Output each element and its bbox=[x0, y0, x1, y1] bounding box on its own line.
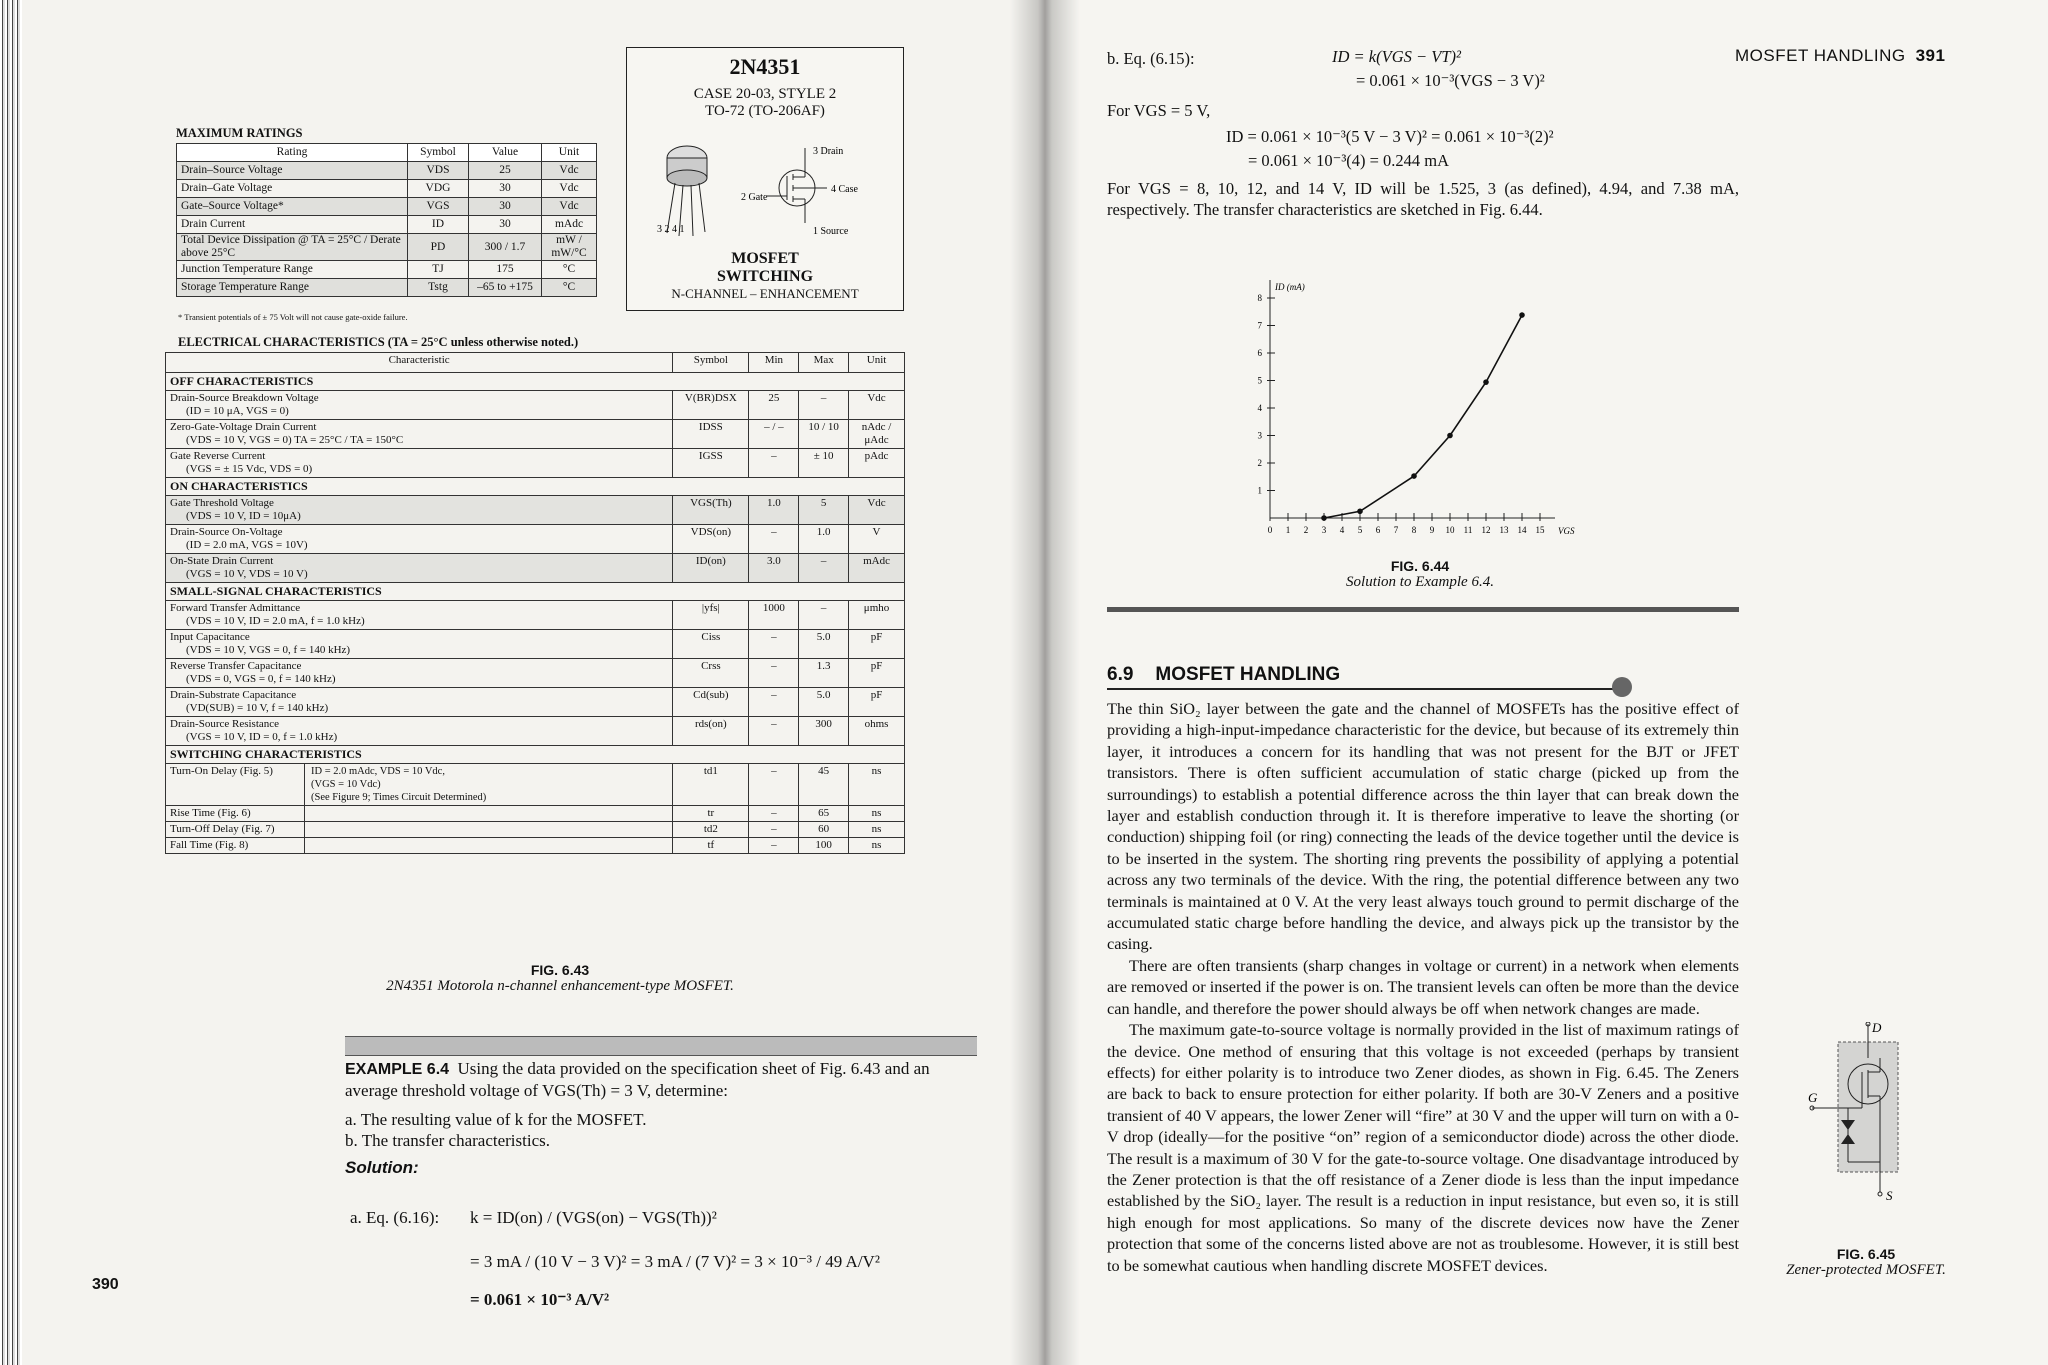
table-row bbox=[166, 659, 905, 688]
table-cell: 3.0 bbox=[749, 554, 799, 583]
pin-gate-label: 2 Gate bbox=[741, 192, 768, 203]
characteristic-name: Rise Time (Fig. 6) bbox=[166, 806, 305, 821]
table-cell: rds(on) bbox=[673, 717, 749, 746]
test-condition: (VDS = 10 V, ID = 2.0 mA, f = 1.0 kHz) bbox=[186, 615, 365, 627]
x-tick-label: 12 bbox=[1481, 525, 1491, 535]
condition-line: ID = 2.0 mAdc, VDS = 10 Vdc, bbox=[311, 766, 445, 777]
zener-protected-mosfet-diagram bbox=[1808, 1022, 1928, 1202]
eq-a-label: a. Eq. (6.16): bbox=[350, 1208, 440, 1227]
table-cell: 5 bbox=[799, 496, 849, 525]
table-cell: – bbox=[749, 659, 799, 688]
eq-b-line-3: ID = 0.061 × 10⁻³(5 V − 3 V)² = 0.061 × 10⁻³(2)² bbox=[1226, 127, 1554, 146]
table-cell: IGSS bbox=[673, 449, 749, 478]
table-cell: ns bbox=[849, 838, 905, 854]
characteristic-cell bbox=[166, 391, 673, 420]
table-cell: tf bbox=[673, 838, 749, 854]
example-item: b. The transfer characteristics. bbox=[345, 1131, 551, 1150]
y-tick-label: 4 bbox=[1257, 403, 1262, 413]
section-row bbox=[166, 373, 905, 391]
eq-b-label: b. Eq. (6.15): bbox=[1107, 49, 1195, 68]
table-cell: pF bbox=[849, 630, 905, 659]
table-row bbox=[177, 216, 597, 234]
table-cell: Junction Temperature Range bbox=[177, 261, 408, 279]
col-header: Symbol bbox=[673, 353, 749, 373]
body-paragraph: There are often transients (sharp changes in voltage or current) in a network when elements are removed or inserted if the power is on. The transient levels can often be more than the device can handle, and therefore the power should always be off when network changes are made. bbox=[1107, 955, 1739, 1018]
table-cell: 100 bbox=[799, 838, 849, 854]
table-cell: ns bbox=[849, 764, 905, 806]
test-condition: (VGS = 10 V, ID = 0, f = 1.0 kHz) bbox=[186, 731, 338, 743]
characteristic-cell bbox=[166, 659, 673, 688]
col-header: Max bbox=[799, 353, 849, 373]
y-tick-label: 5 bbox=[1257, 375, 1262, 386]
table-cell: Storage Temperature Range bbox=[177, 279, 408, 297]
table-cell: – bbox=[749, 717, 799, 746]
table-cell: VDS(on) bbox=[673, 525, 749, 554]
table-cell: Tstg bbox=[408, 279, 469, 297]
table-cell: 30 bbox=[469, 198, 542, 216]
table-row bbox=[177, 162, 597, 180]
spec-header-box bbox=[626, 47, 904, 311]
fig-6-44-caption bbox=[1300, 558, 1540, 591]
col-header: Unit bbox=[542, 144, 597, 162]
eq-b-line-4: = 0.061 × 10⁻³(4) = 0.244 mA bbox=[1248, 151, 1450, 170]
col-header: Unit bbox=[849, 353, 905, 373]
characteristic-name: Fall Time (Fig. 8) bbox=[166, 838, 305, 853]
electrical-characteristics-table bbox=[165, 352, 905, 854]
condition-line: (VGS = 10 Vdc) bbox=[311, 779, 381, 790]
fig-6-45-caption bbox=[1776, 1246, 1956, 1279]
eq-k-substitution: = 3 mA / (10 V − 3 V)² = 3 mA / (7 V)² = 3 × 10⁻³ / 49 A/V² bbox=[470, 1252, 880, 1271]
characteristic-cell bbox=[166, 601, 673, 630]
to72-package-icon bbox=[667, 146, 707, 236]
section-heading bbox=[1107, 664, 1362, 686]
pin-drain-label: 3 Drain bbox=[813, 146, 844, 157]
test-condition: (VDS = 10 V, ID = 10μA) bbox=[186, 510, 301, 522]
data-point bbox=[1519, 312, 1525, 318]
part-number: 2N4351 bbox=[729, 54, 801, 79]
figure-caption: 2N4351 Motorola n-channel enhancement-type MOSFET. bbox=[386, 978, 734, 994]
characteristic-name: Input Capacitance bbox=[170, 631, 250, 643]
table-cell: 10 / 10 bbox=[799, 420, 849, 449]
table-cell: 65 bbox=[799, 806, 849, 822]
table-cell: Drain Current bbox=[177, 216, 408, 234]
gate-label: G bbox=[1808, 1090, 1818, 1105]
table-row bbox=[177, 198, 597, 216]
table-cell: mW / mW/°C bbox=[542, 234, 597, 261]
test-condition bbox=[305, 764, 492, 805]
case-line-2: TO-72 (TO-206AF) bbox=[705, 103, 825, 119]
table-cell: °C bbox=[542, 261, 597, 279]
table-cell: ID(on) bbox=[673, 554, 749, 583]
table-cell: Drain–Source Voltage bbox=[177, 162, 408, 180]
source-terminal-icon bbox=[1878, 1192, 1882, 1196]
characteristic-name: Drain-Source On-Voltage bbox=[170, 526, 283, 538]
table-row bbox=[177, 234, 597, 261]
test-condition: (VGS = 10 V, VDS = 10 V) bbox=[186, 568, 308, 580]
characteristic-cell bbox=[166, 806, 673, 822]
table-cell: 5.0 bbox=[799, 688, 849, 717]
section-row bbox=[166, 583, 905, 601]
table-cell: 175 bbox=[469, 261, 542, 279]
table-row bbox=[166, 717, 905, 746]
table-cell: Drain–Gate Voltage bbox=[177, 180, 408, 198]
test-condition: (VDS = 10 V, VGS = 0) TA = 25°C / TA = 150°C bbox=[186, 434, 404, 446]
table-cell: ± 10 bbox=[799, 449, 849, 478]
section-row bbox=[166, 478, 905, 496]
device-subtitle: N-CHANNEL – ENHANCEMENT bbox=[671, 286, 859, 301]
table-cell: 5.0 bbox=[799, 630, 849, 659]
figure-number: FIG. 6.45 bbox=[1836, 1246, 1896, 1262]
header-title: MOSFET HANDLING bbox=[1735, 46, 1906, 65]
case-info bbox=[627, 86, 903, 120]
table-cell: td2 bbox=[673, 822, 749, 838]
table-row bbox=[177, 180, 597, 198]
table-cell: – bbox=[749, 688, 799, 717]
table-cell: V bbox=[849, 525, 905, 554]
section-title: MOSFET HANDLING bbox=[1155, 664, 1341, 685]
table-cell: 300 bbox=[799, 717, 849, 746]
section-title: SWITCHING CHARACTERISTICS bbox=[166, 746, 905, 764]
example-label: EXAMPLE 6.4 bbox=[345, 1061, 450, 1078]
table-cell: 1.0 bbox=[799, 525, 849, 554]
characteristic-cell bbox=[166, 420, 673, 449]
eq-k-result: = 0.061 × 10⁻³ A/V² bbox=[470, 1290, 610, 1309]
table-cell: pF bbox=[849, 659, 905, 688]
table-cell: – bbox=[749, 822, 799, 838]
y-tick-label: 2 bbox=[1257, 458, 1262, 468]
characteristic-cell bbox=[166, 630, 673, 659]
table-cell: 1000 bbox=[749, 601, 799, 630]
table-row bbox=[166, 554, 905, 583]
table-row bbox=[166, 449, 905, 478]
characteristic-cell bbox=[166, 525, 673, 554]
col-header: Rating bbox=[177, 144, 408, 162]
pin-case-label: 4 Case bbox=[831, 184, 858, 195]
x-tick-label: 15 bbox=[1535, 525, 1545, 535]
section-divider bbox=[1107, 607, 1739, 612]
table-cell: – bbox=[799, 391, 849, 420]
table-cell: – bbox=[749, 525, 799, 554]
table-cell: 25 bbox=[749, 391, 799, 420]
data-point bbox=[1357, 508, 1363, 514]
table-cell: °C bbox=[542, 279, 597, 297]
table-cell: mAdc bbox=[849, 554, 905, 583]
data-point bbox=[1483, 379, 1489, 385]
y-tick-label: 3 bbox=[1257, 430, 1262, 441]
table-cell: 1.0 bbox=[749, 496, 799, 525]
mosfet-symbol-icon bbox=[767, 148, 827, 223]
table-cell: Ciss bbox=[673, 630, 749, 659]
eq-b-paragraph: For VGS = 8, 10, 12, and 14 V, ID will be 1.525, 3 (as defined), 4.94, and 7.38 mA, respectively. The transfer characteristics are sketched in Fig. 6.44. bbox=[1107, 179, 1739, 219]
package-diagram bbox=[627, 128, 903, 248]
table-cell: Cd(sub) bbox=[673, 688, 749, 717]
table-cell: – bbox=[749, 806, 799, 822]
x-tick-label: 11 bbox=[1463, 525, 1473, 535]
table-cell: – bbox=[749, 630, 799, 659]
y-tick-label: 8 bbox=[1257, 293, 1262, 303]
x-tick-label: 7 bbox=[1393, 525, 1399, 535]
characteristic-cell bbox=[166, 688, 673, 717]
table-cell: –65 to +175 bbox=[469, 279, 542, 297]
table-row bbox=[166, 525, 905, 554]
transfer-characteristic-chart bbox=[1240, 268, 1580, 558]
x-tick-label: 6 bbox=[1375, 525, 1381, 535]
x-tick-label: 0 bbox=[1267, 525, 1273, 535]
table-row bbox=[166, 601, 905, 630]
x-tick-label: 10 bbox=[1445, 525, 1455, 535]
example-items bbox=[345, 1109, 977, 1151]
max-ratings-title: MAXIMUM RATINGS bbox=[176, 126, 303, 140]
data-point bbox=[1447, 433, 1453, 439]
table-cell: ns bbox=[849, 822, 905, 838]
characteristic-name: Drain-Substrate Capacitance bbox=[170, 689, 297, 701]
condition-line: (See Figure 9; Times Circuit Determined) bbox=[311, 792, 487, 803]
figure-number: FIG. 6.43 bbox=[530, 962, 590, 978]
eq-k-line: k = ID(on) / (VGS(on) − VGS(Th))² bbox=[470, 1208, 717, 1227]
table-cell: Vdc bbox=[542, 198, 597, 216]
figure-caption: Zener-protected MOSFET. bbox=[1786, 1262, 1946, 1278]
table-cell: PD bbox=[408, 234, 469, 261]
page-number-right: 391 bbox=[1915, 46, 1946, 65]
section-body bbox=[1107, 698, 1739, 1276]
x-tick-label: 8 bbox=[1411, 525, 1417, 535]
table-cell: ns bbox=[849, 806, 905, 822]
characteristic-name: Reverse Transfer Capacitance bbox=[170, 660, 302, 672]
x-tick-label: 1 bbox=[1285, 525, 1291, 535]
pin-source-label: 1 Source bbox=[813, 226, 849, 237]
table-cell: pAdc bbox=[849, 449, 905, 478]
fig-6-43-caption bbox=[300, 962, 820, 995]
table-cell: – bbox=[799, 554, 849, 583]
characteristic-cell bbox=[166, 496, 673, 525]
x-axis-label: VGS bbox=[1558, 526, 1575, 536]
eq-b-line-1: ID = k(VGS − VT)² bbox=[1332, 47, 1461, 66]
table-cell: mAdc bbox=[542, 216, 597, 234]
running-header bbox=[1735, 46, 1945, 66]
lead-numbers: 3 2 4 1 bbox=[657, 224, 685, 235]
table-cell: 25 bbox=[469, 162, 542, 180]
characteristic-name: Gate Threshold Voltage bbox=[170, 497, 274, 509]
table-cell: 60 bbox=[799, 822, 849, 838]
table-row bbox=[166, 391, 905, 420]
section-rule bbox=[1107, 688, 1617, 690]
device-title-line-1: MOSFET bbox=[731, 250, 799, 267]
table-cell: – / – bbox=[749, 420, 799, 449]
eq-b-for5: For VGS = 5 V, bbox=[1107, 101, 1211, 120]
table-cell: VGS(Th) bbox=[673, 496, 749, 525]
table-cell: 30 bbox=[469, 216, 542, 234]
x-tick-label: 3 bbox=[1321, 525, 1327, 535]
y-axis-label: ID (mA) bbox=[1275, 282, 1305, 292]
y-tick-label: 7 bbox=[1257, 320, 1262, 331]
table-row bbox=[166, 630, 905, 659]
table-row bbox=[166, 838, 905, 854]
section-number: 6.9 bbox=[1107, 664, 1134, 685]
table-cell: ohms bbox=[849, 717, 905, 746]
table-row bbox=[166, 496, 905, 525]
example-item: a. The resulting value of k for the MOSFET. bbox=[345, 1110, 647, 1129]
table-cell: V(BR)DSX bbox=[673, 391, 749, 420]
max-ratings-table bbox=[176, 143, 597, 297]
body-paragraph: The thin SiO₂ layer between the gate and the channel of MOSFETs has the positive effect of providing a high-input-impedance characteristic for the device, but because of its extremely thin layer, it introduces a concern for its handling that was not present for the BJT or JFET transistors. There is often sufficient accumulation of static charge (picked up from the surroundings) to establish a potential difference across the thin layer that can break down the layer and establish conduction through it. It is therefore imperative to leave the shorting (or conduction) shipping foil (or ring) connecting the leads of the device together until the device is to be inserted in the system. The shorting ring prevents the possibility of applying a potential across any two terminals of the device. With the ring, the potential difference between any two terminals is maintained at 0 V. At the very least always touch ground to permit discharge of the accumulated static charge before handling the device, and always pick up the transistor by the casing. bbox=[1107, 699, 1739, 954]
test-condition: (VGS = ± 15 Vdc, VDS = 0) bbox=[186, 463, 313, 475]
x-tick-label: 5 bbox=[1357, 525, 1363, 535]
characteristic-cell bbox=[166, 554, 673, 583]
table-row bbox=[166, 420, 905, 449]
table-cell: – bbox=[749, 449, 799, 478]
table-row bbox=[166, 764, 905, 806]
table-cell: VGS bbox=[408, 198, 469, 216]
figure-caption: Solution to Example 6.4. bbox=[1346, 574, 1494, 590]
table-cell: VDS bbox=[408, 162, 469, 180]
table-cell: 45 bbox=[799, 764, 849, 806]
test-condition: (ID = 2.0 mA, VGS = 10V) bbox=[186, 539, 308, 551]
section-title: OFF CHARACTERISTICS bbox=[166, 373, 905, 391]
device-title bbox=[627, 250, 903, 286]
table-cell: μmho bbox=[849, 601, 905, 630]
table-cell: tr bbox=[673, 806, 749, 822]
col-header: Characteristic bbox=[166, 353, 673, 373]
table-cell: Vdc bbox=[542, 162, 597, 180]
x-tick-label: 14 bbox=[1517, 525, 1527, 535]
table-cell: Gate–Source Voltage* bbox=[177, 198, 408, 216]
table-cell: 300 / 1.7 bbox=[469, 234, 542, 261]
characteristic-cell bbox=[166, 449, 673, 478]
col-header: Value bbox=[469, 144, 542, 162]
device-title-line-2: SWITCHING bbox=[716, 268, 814, 285]
page-number-left: 390 bbox=[92, 1276, 119, 1293]
x-tick-label: 9 bbox=[1429, 525, 1435, 535]
characteristic-name: Drain-Source Resistance bbox=[170, 718, 280, 730]
case-line-1: CASE 20-03, STYLE 2 bbox=[693, 86, 837, 102]
x-tick-label: 13 bbox=[1499, 525, 1509, 535]
example-bar bbox=[345, 1036, 977, 1056]
table-cell: Vdc bbox=[849, 391, 905, 420]
page-binding bbox=[0, 0, 22, 1365]
example-6-4 bbox=[345, 1058, 977, 1151]
table-row bbox=[177, 279, 597, 297]
characteristic-cell bbox=[166, 838, 673, 854]
table-cell: td1 bbox=[673, 764, 749, 806]
table-row bbox=[177, 261, 597, 279]
characteristic-name: On-State Drain Current bbox=[170, 555, 274, 567]
transfer-curve bbox=[1324, 315, 1522, 518]
section-title: ON CHARACTERISTICS bbox=[166, 478, 905, 496]
table-cell: nAdc / μAdc bbox=[849, 420, 905, 449]
table-cell: Vdc bbox=[542, 180, 597, 198]
eq-b-line-2: = 0.061 × 10⁻³(VGS − 3 V)² bbox=[1356, 71, 1545, 90]
table-row bbox=[166, 806, 905, 822]
table-cell: TJ bbox=[408, 261, 469, 279]
y-tick-label: 1 bbox=[1257, 485, 1262, 496]
table-cell: Crss bbox=[673, 659, 749, 688]
drain-label: D bbox=[1872, 1022, 1882, 1035]
table-cell: Total Device Dissipation @ TA = 25°C / Derate above 25°C bbox=[177, 234, 408, 261]
characteristic-name: Drain-Source Breakdown Voltage bbox=[170, 392, 319, 404]
example-text: Using the data provided on the specification sheet of Fig. 6.43 and an average threshold voltage of VGS(Th) = 3 V, determine: bbox=[345, 1059, 930, 1100]
table-cell: 30 bbox=[469, 180, 542, 198]
data-point bbox=[1321, 515, 1327, 521]
x-tick-label: 2 bbox=[1303, 525, 1309, 535]
characteristic-name: Zero-Gate-Voltage Drain Current bbox=[170, 421, 317, 433]
characteristic-name: Turn-Off Delay (Fig. 7) bbox=[166, 822, 305, 837]
table-cell: Vdc bbox=[849, 496, 905, 525]
test-condition: (VD(SUB) = 10 V, f = 140 kHz) bbox=[186, 702, 329, 714]
page-gutter bbox=[1010, 0, 1080, 1365]
table-cell: VDG bbox=[408, 180, 469, 198]
test-condition: (VDS = 0, VGS = 0, f = 140 kHz) bbox=[186, 673, 336, 685]
section-row bbox=[166, 746, 905, 764]
characteristic-cell bbox=[166, 764, 673, 806]
table-cell: – bbox=[749, 838, 799, 854]
table-cell: |yfs| bbox=[673, 601, 749, 630]
test-condition: (ID = 10 μA, VGS = 0) bbox=[186, 405, 289, 417]
section-title: SMALL-SIGNAL CHARACTERISTICS bbox=[166, 583, 905, 601]
table-cell: pF bbox=[849, 688, 905, 717]
table-row bbox=[166, 822, 905, 838]
ratings-footnote: * Transient potentials of ± 75 Volt will not cause gate-oxide failure. bbox=[178, 312, 408, 322]
body-paragraph: The maximum gate-to-source voltage is normally provided in the list of maximum ratings of the device. One method of ensuring that this voltage is not exceeded (perhaps by transient effects) for either polarity is to introduce two Zener diodes, as shown in Fig. 6.45. The Zeners are back to back to ensure protection for either polarity. If both are 30-V Zeners and a positive transient of 40 V appears, the lower Zener will “fire” at 30 V and the upper will turn on with a 0-V drop (ideally—for the positive “on” region of a semiconductor diode) across the other diode. The result is a maximum of 30 V for the gate-to-source voltage. One disadvantage introduced by the Zener protection is that the off resistance of a Zener diode is less than the input impedance established by the SiO₂ layer. The result is a reduction in input resistance, but even so, it is still high enough for most applications. So many of the discrete devices now have the Zener protection that some of the concerns listed above are not as troublesome. However, it is still best to be somewhat cautious when handling discrete MOSFET devices. bbox=[1107, 1020, 1739, 1275]
source-label: S bbox=[1886, 1188, 1893, 1202]
table-cell: 1.3 bbox=[799, 659, 849, 688]
data-point bbox=[1411, 473, 1417, 479]
characteristic-name: Turn-On Delay (Fig. 5) bbox=[166, 764, 305, 805]
electrical-title: ELECTRICAL CHARACTERISTICS (TA = 25°C unless otherwise noted.) bbox=[178, 335, 579, 349]
section-dot-icon bbox=[1612, 677, 1632, 697]
table-cell: IDSS bbox=[673, 420, 749, 449]
table-cell: – bbox=[749, 764, 799, 806]
col-header: Min bbox=[749, 353, 799, 373]
x-tick-label: 4 bbox=[1339, 525, 1345, 535]
table-cell: ID bbox=[408, 216, 469, 234]
col-header: Symbol bbox=[408, 144, 469, 162]
device-outline bbox=[1838, 1042, 1898, 1172]
characteristic-cell bbox=[166, 822, 673, 838]
characteristic-cell bbox=[166, 717, 673, 746]
y-tick-label: 6 bbox=[1257, 348, 1262, 358]
characteristic-name: Forward Transfer Admittance bbox=[170, 602, 301, 614]
table-row bbox=[166, 688, 905, 717]
solution-heading: Solution: bbox=[345, 1158, 419, 1177]
table-cell: – bbox=[799, 601, 849, 630]
figure-number: FIG. 6.44 bbox=[1390, 558, 1450, 574]
characteristic-name: Gate Reverse Current bbox=[170, 450, 266, 462]
test-condition: (VDS = 10 V, VGS = 0, f = 140 kHz) bbox=[186, 644, 351, 656]
